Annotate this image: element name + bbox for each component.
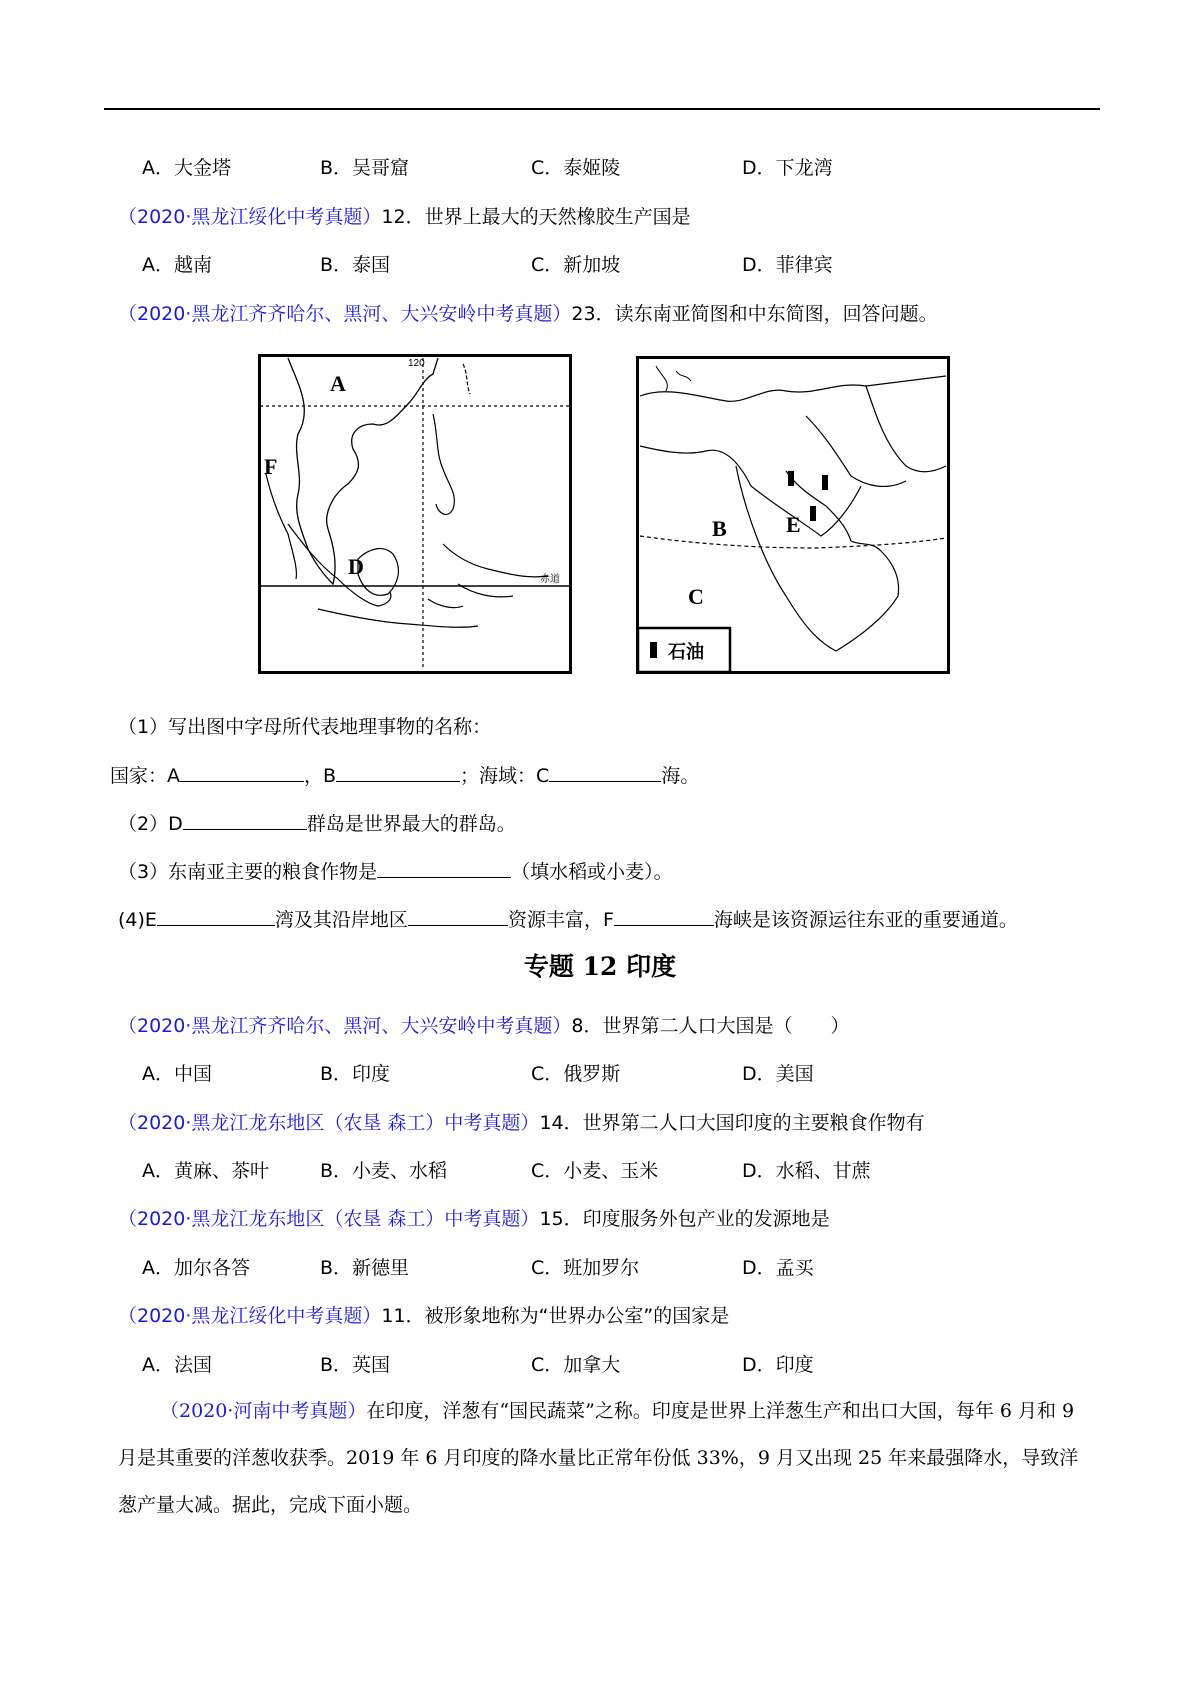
- option-d: D．孟买: [742, 1257, 814, 1279]
- option-b: B．英国: [320, 1354, 391, 1376]
- answer-blank[interactable]: [614, 905, 714, 926]
- oil-icon: [650, 642, 657, 658]
- question-8: [118, 1012, 850, 1040]
- map-label-d: D: [348, 554, 364, 579]
- option-d: D．美国: [742, 1063, 814, 1085]
- header-rule: [104, 108, 1100, 110]
- option-b: B．小麦、水稻: [320, 1160, 448, 1182]
- question-source: （2020·河南中考真题）: [160, 1400, 367, 1422]
- question-11: [118, 1302, 729, 1330]
- question-stem: 23．读东南亚简图和中东简图，回答问题。: [571, 303, 938, 325]
- question-stem: 15．印度服务外包产业的发源地是: [539, 1208, 830, 1230]
- option-b: B．吴哥窟: [320, 157, 410, 179]
- question-stem: 11．被形象地称为“世界办公室”的国家是: [381, 1305, 730, 1327]
- answer-blank[interactable]: [549, 761, 661, 782]
- map-label-f: F: [264, 454, 278, 479]
- option-d: D．水稻、甘蔗: [742, 1160, 871, 1182]
- answer-blank[interactable]: [180, 761, 304, 782]
- answer-blank[interactable]: [408, 905, 508, 926]
- option-c: C．新加坡: [531, 254, 621, 276]
- longitude-label: 120: [408, 358, 425, 369]
- question-source: （2020·黑龙江龙东地区（农垦 森工）中考真题）: [118, 1112, 540, 1134]
- sub-question-1-blanks: 国家：A ，B ；海域：C 海。: [110, 761, 699, 790]
- sub-question-1: （1）写出图中字母所代表地理事物的名称：: [118, 716, 492, 738]
- option-a: A．加尔各答: [142, 1257, 250, 1279]
- option-a: A．法国: [142, 1354, 212, 1376]
- answer-blank[interactable]: [377, 857, 511, 878]
- question-23: [118, 300, 938, 328]
- option-c: C．加拿大: [531, 1354, 621, 1376]
- option-b: B．新德里: [320, 1257, 410, 1279]
- option-d: D．菲律宾: [742, 254, 833, 276]
- option-a: A．中国: [142, 1063, 212, 1085]
- question-14: [118, 1109, 925, 1137]
- option-d: D．印度: [742, 1354, 814, 1376]
- map-label-c: C: [688, 584, 704, 609]
- question-source: （2020·黑龙江龙东地区（农垦 森工）中考真题）: [118, 1208, 540, 1230]
- answer-blank[interactable]: [157, 905, 275, 926]
- question-source: （2020·黑龙江齐齐哈尔、黑河、大兴安岭中考真题）: [118, 303, 572, 325]
- equator-label: 赤道: [540, 574, 560, 585]
- question-12-rubber: [118, 203, 691, 231]
- option-c: C．小麦、玉米: [531, 1160, 659, 1182]
- legend-label: 石油: [668, 642, 704, 663]
- answer-blank[interactable]: [336, 761, 460, 782]
- sub-question-2: （2）D 群岛是世界最大的群岛。: [118, 809, 516, 838]
- henan-passage: [118, 1388, 1088, 1529]
- option-a: A．大金塔: [142, 157, 231, 179]
- map-label-b: B: [712, 516, 727, 541]
- sub-question-3: （3）东南亚主要的粮食作物是 （填水稻或小麦）。: [118, 857, 673, 886]
- question-stem: 8．世界第二人口大国是（ ）: [571, 1015, 850, 1037]
- section-title: 专题 12 印度: [523, 952, 677, 981]
- option-c: C．泰姬陵: [531, 157, 621, 179]
- question-source: （2020·黑龙江绥化中考真题）: [118, 1305, 382, 1327]
- sub-question-4: (4)E 湾及其沿岸地区 资源丰富，F 海峡是该资源运往东亚的重要通道。: [118, 905, 1018, 934]
- option-c: C．班加罗尔: [531, 1257, 640, 1279]
- map-label-a: A: [330, 371, 346, 396]
- option-d: D．下龙湾: [742, 157, 833, 179]
- option-b: B．印度: [320, 1063, 391, 1085]
- southeast-asia-map: [258, 354, 572, 674]
- map-label-e: E: [786, 512, 801, 537]
- question-source: （2020·黑龙江绥化中考真题）: [118, 206, 382, 228]
- passage-text: 在印度，洋葱有“国民蔬菜”之称。印度是世界上洋葱生产和出口大国，每年 6 月和 9 月是其重要的洋葱收获季。2019 年 6 月印度的降水量比正常年份低 33%，9 月又出现 25 年来最强降水，导致洋葱产量大减。据此，完成下面小题。: [118, 1400, 1079, 1516]
- question-source: （2020·黑龙江齐齐哈尔、黑河、大兴安岭中考真题）: [118, 1015, 572, 1037]
- answer-blank[interactable]: [183, 809, 307, 830]
- option-a: A．越南: [142, 254, 212, 276]
- question-stem: 12．世界上最大的天然橡胶生产国是: [381, 206, 691, 228]
- question-15: [118, 1205, 830, 1233]
- option-c: C．俄罗斯: [531, 1063, 621, 1085]
- middle-east-map: [636, 356, 950, 674]
- question-stem: 14．世界第二人口大国印度的主要粮食作物有: [539, 1112, 925, 1134]
- option-b: B．泰国: [320, 254, 391, 276]
- option-a: A．黄麻、茶叶: [142, 1160, 269, 1182]
